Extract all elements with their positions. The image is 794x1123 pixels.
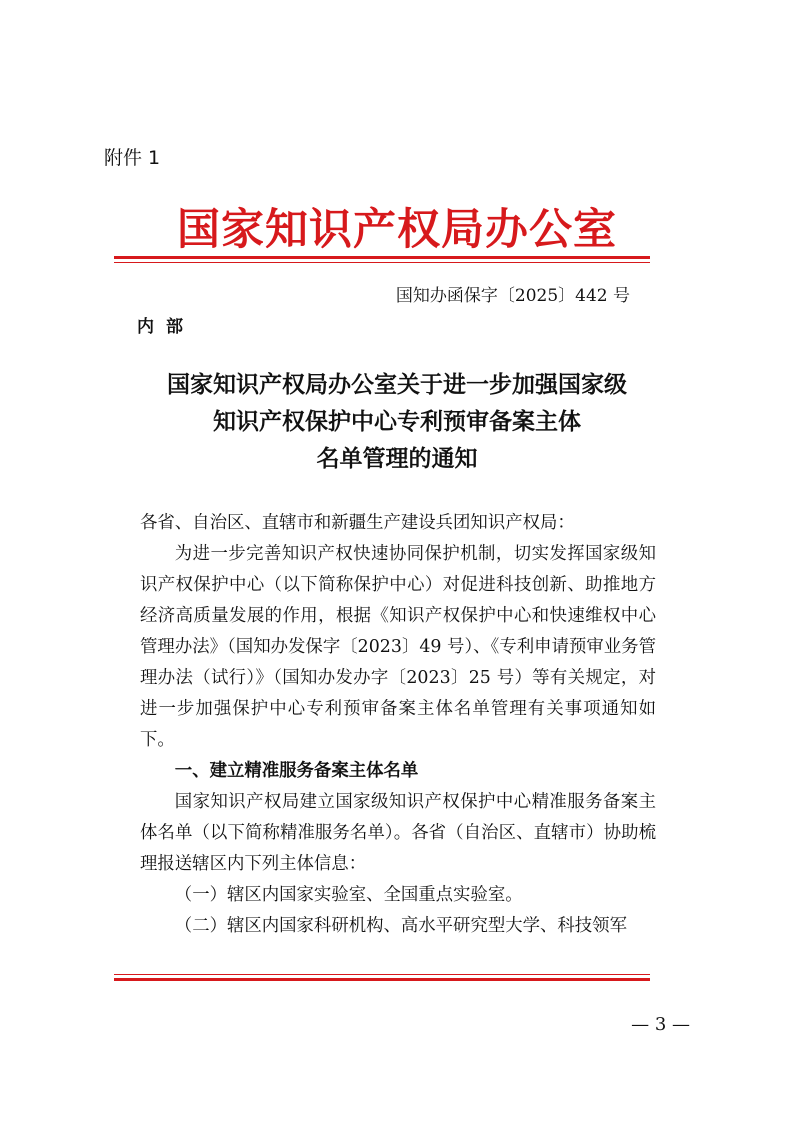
footer-rule-thick xyxy=(114,978,650,981)
attachment-label: 附件 1 xyxy=(104,147,161,169)
intro-paragraph: 为进一步完善知识产权快速协同保护机制，切实发挥国家级知识产权保护中心（以下简称保护中心）对促进科技创新、助推地方经济高质量发展的作用，根据《知识产权保护中心和快速维权中心管理办法》（国知办发保字〔2023〕49 号）、《专利申请预审业务管理办法（试行）》（国知办发办字〔2023〕25 号）等有关规定，对进一步加强保护中心专利预审备案主体名单管理有关事项通知如下。 xyxy=(140,544,656,750)
document-body xyxy=(140,508,656,942)
footer-rule-thin xyxy=(114,974,650,975)
list-item: （一）辖区内国家实验室、全国重点实验室。 xyxy=(174,885,523,905)
document-number: 国知办函保字〔2025〕442 号 xyxy=(395,286,630,306)
page-number: — 3 — xyxy=(631,1014,690,1035)
masthead-title: 国家知识产权局办公室 xyxy=(177,205,617,255)
section-paragraph: 国家知识产权局建立国家级知识产权保护中心精准服务备案主体名单（以下简称精准服务名单）。各省（自治区、直辖市）协助梳理报送辖区内下列主体信息： xyxy=(140,792,656,874)
title-line: 国家知识产权局办公室关于进一步加强国家级 xyxy=(167,371,627,398)
section-heading: 一、建立精准服务备案主体名单 xyxy=(174,761,419,781)
classification-label: 内部 xyxy=(137,317,195,337)
salutation: 各省、自治区、直辖市和新疆生产建设兵团知识产权局： xyxy=(140,513,575,533)
masthead-rule-thin xyxy=(114,262,650,263)
title-line: 知识产权保护中心专利预审备案主体 xyxy=(213,408,581,435)
title-line: 名单管理的通知 xyxy=(316,445,478,472)
document-title xyxy=(0,366,794,477)
masthead-rule-thick xyxy=(114,256,650,259)
list-item: （二）辖区内国家科研机构、高水平研究型大学、科技领军 xyxy=(174,916,627,936)
